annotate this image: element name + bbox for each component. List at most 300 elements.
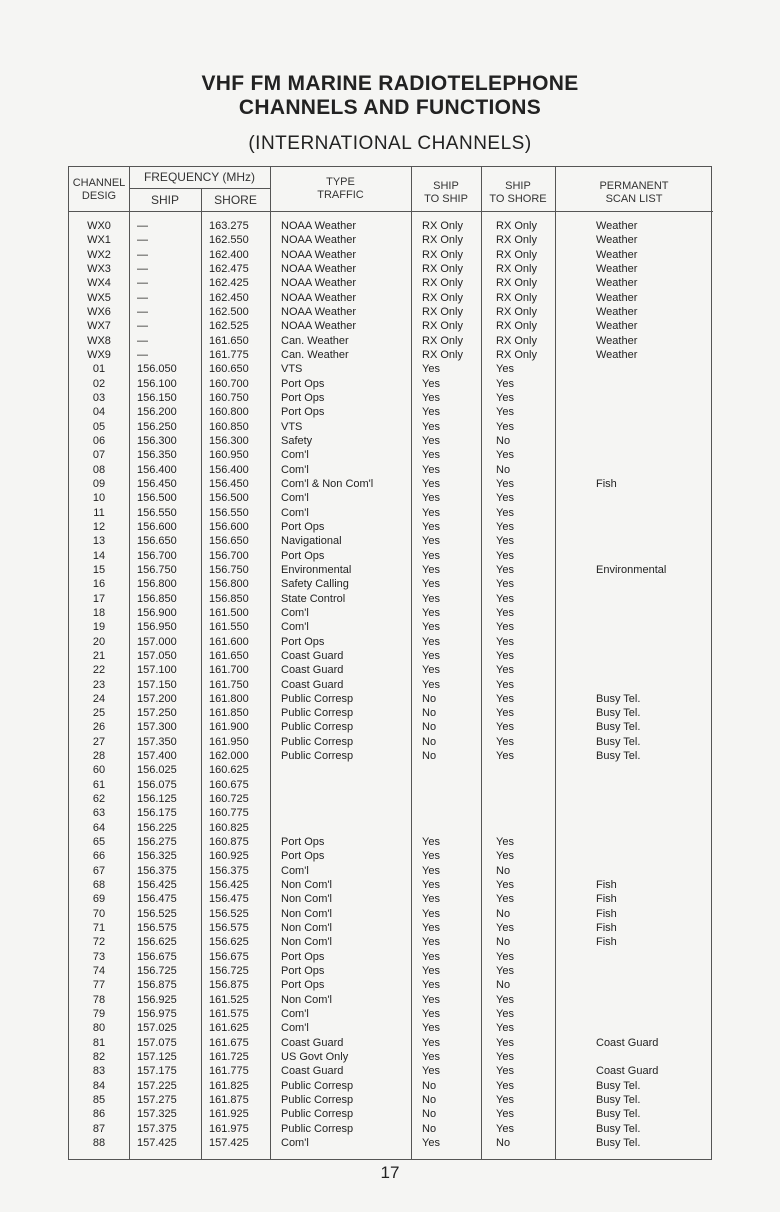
table-row	[69, 477, 713, 491]
shore-freq-cell: 162.500	[209, 305, 249, 318]
traffic-type-cell: Can. Weather	[281, 334, 349, 347]
channel-cell: 21	[92, 649, 106, 662]
scan-list-cell: Weather	[596, 220, 638, 232]
channel-cell: 60	[92, 764, 106, 777]
traffic-type-cell: NOAA Weather	[281, 248, 356, 261]
scan-list-cell: Environmental	[596, 563, 667, 576]
table-row	[69, 592, 713, 606]
ship-freq-cell: 157.200	[137, 692, 177, 705]
traffic-type-cell: Com'l	[281, 606, 309, 619]
ship-freq-cell: 156.875	[137, 979, 177, 992]
traffic-type-cell: Port Ops	[281, 406, 325, 419]
ship-to-ship-cell: Yes	[422, 1022, 440, 1035]
channel-cell: 12	[92, 520, 106, 533]
table-row	[69, 878, 713, 892]
table-row	[69, 663, 713, 677]
scan-list-cell: Weather	[596, 234, 638, 247]
table-row	[69, 1021, 713, 1035]
channel-cell: 03	[92, 391, 106, 404]
ship-to-ship-cell: Yes	[422, 979, 440, 992]
table-row	[69, 821, 713, 835]
ship-to-ship-cell: Yes	[422, 492, 440, 505]
ship-freq-cell: —	[137, 262, 148, 275]
table-row	[69, 348, 713, 362]
ship-to-ship-cell: No	[422, 1094, 437, 1107]
ship-freq-cell: 156.425	[137, 879, 177, 892]
table-row	[69, 935, 713, 949]
shore-freq-cell: 161.625	[209, 1022, 249, 1035]
ship-freq-cell: 156.175	[137, 807, 177, 820]
table-row	[69, 262, 713, 276]
traffic-type-cell: Com'l	[281, 1137, 309, 1149]
ship-to-ship-cell: Yes	[422, 477, 440, 490]
shore-freq-cell: 156.300	[209, 434, 249, 447]
ship-to-shore-cell: RX Only	[496, 305, 537, 318]
scan-list-cell: Busy Tel.	[596, 1137, 641, 1149]
ship-freq-cell: 157.425	[137, 1137, 177, 1149]
channel-cell: 63	[92, 807, 106, 820]
shore-freq-cell: 161.725	[209, 1051, 249, 1064]
shore-freq-cell: 162.550	[209, 234, 249, 247]
shore-freq-cell: 156.475	[209, 893, 249, 906]
ship-to-shore-cell: RX Only	[496, 234, 537, 247]
ship-to-shore-cell: Yes	[496, 1094, 514, 1107]
shore-freq-cell: 156.525	[209, 907, 249, 920]
channel-cell: 23	[92, 678, 106, 691]
ship-freq-cell: 157.175	[137, 1065, 177, 1078]
scan-list-cell: Weather	[596, 320, 638, 333]
ship-freq-cell: 156.125	[137, 793, 177, 806]
table-row	[69, 291, 713, 305]
ship-to-shore-cell: Yes	[496, 922, 514, 935]
scan-list-cell: Coast Guard	[596, 1036, 659, 1049]
channel-cell: 09	[92, 477, 106, 490]
page-title-line2: CHANNELS AND FUNCTIONS	[238, 96, 542, 119]
shore-freq-cell: 156.450	[209, 477, 249, 490]
ship-to-ship-cell: Yes	[422, 850, 440, 863]
ship-to-ship-cell: Yes	[422, 836, 440, 849]
shore-freq-cell: 160.925	[209, 850, 249, 863]
channel-cell: 87	[92, 1122, 106, 1135]
ship-to-shore-cell: Yes	[496, 606, 514, 619]
table-row	[69, 1136, 713, 1150]
traffic-type-cell: Coast Guard	[281, 1065, 344, 1078]
shore-freq-cell: 161.650	[209, 334, 249, 347]
table-row	[69, 491, 713, 505]
table-row	[69, 276, 713, 290]
ship-freq-cell: 156.725	[137, 965, 177, 978]
table-row	[69, 319, 713, 333]
ship-freq-cell: 156.400	[137, 463, 177, 476]
table-row	[69, 735, 713, 749]
ship-to-shore-cell: Yes	[496, 1108, 514, 1121]
table-row	[69, 964, 713, 978]
traffic-type-cell: Com'l	[281, 463, 309, 476]
channel-cell: 83	[92, 1065, 106, 1078]
ship-freq-cell: —	[137, 277, 148, 290]
shore-freq-cell: 160.800	[209, 406, 249, 419]
channel-cell: WX8	[87, 334, 111, 347]
scan-list-cell: Fish	[596, 907, 617, 920]
shore-freq-cell: 156.875	[209, 979, 249, 992]
shore-freq-cell: 160.650	[209, 363, 249, 376]
channel-cell: 82	[92, 1051, 106, 1064]
ship-to-ship-cell: No	[422, 750, 437, 763]
traffic-type-cell: Public Corresp	[281, 1079, 354, 1092]
ship-to-ship-cell: Yes	[422, 864, 440, 877]
table-row	[69, 377, 713, 391]
table-row	[69, 993, 713, 1007]
channel-cell: 02	[92, 377, 106, 390]
ship-to-shore-cell: Yes	[496, 750, 514, 763]
channel-cell: WX5	[87, 291, 111, 304]
traffic-type-cell: Port Ops	[281, 391, 325, 404]
channel-cell: 14	[92, 549, 106, 562]
ship-to-ship-cell: Yes	[422, 592, 440, 605]
ship-to-ship-cell: RX Only	[422, 277, 463, 290]
ship-to-ship-cell: Yes	[422, 1137, 440, 1149]
table-row	[69, 577, 713, 591]
ship-to-shore-cell: Yes	[496, 664, 514, 677]
ship-freq-cell: 157.300	[137, 721, 177, 734]
ship-to-shore-cell: Yes	[496, 850, 514, 863]
ship-freq-cell: 156.050	[137, 363, 177, 376]
ship-to-shore-cell: Yes	[496, 563, 514, 576]
table-row	[69, 362, 713, 376]
table-row	[69, 792, 713, 806]
ship-to-ship-cell: Yes	[422, 635, 440, 648]
channel-cell: 77	[92, 979, 106, 992]
ship-to-ship-cell: RX Only	[422, 262, 463, 275]
traffic-type-cell: VTS	[281, 420, 303, 433]
ship-to-shore-cell: RX Only	[496, 320, 537, 333]
ship-freq-cell: 156.075	[137, 778, 177, 791]
ship-to-ship-cell: Yes	[422, 664, 440, 677]
table-row	[69, 678, 713, 692]
ship-to-shore-cell: Yes	[496, 592, 514, 605]
channel-cell: 71	[92, 922, 106, 935]
table-row	[69, 835, 713, 849]
table-row	[69, 534, 713, 548]
ship-to-shore-cell: Yes	[496, 993, 514, 1006]
channel-cell: 11	[93, 506, 105, 519]
shore-freq-cell: 156.625	[209, 936, 249, 949]
traffic-type-cell: Non Com'l	[281, 907, 333, 920]
ship-to-shore-cell: Yes	[496, 1079, 514, 1092]
table-row	[69, 649, 713, 663]
ship-to-shore-cell: Yes	[496, 506, 514, 519]
ship-to-ship-cell: Yes	[422, 363, 440, 376]
ship-freq-cell: 156.250	[137, 420, 177, 433]
traffic-type-cell: Coast Guard	[281, 1036, 344, 1049]
header-ship-to-ship: SHIP TO SHIP	[424, 180, 468, 205]
ship-to-shore-cell: Yes	[496, 1022, 514, 1035]
channel-cell: WX7	[87, 320, 111, 333]
table-row	[69, 864, 713, 878]
scan-list-cell: Busy Tel.	[596, 1122, 641, 1135]
ship-freq-cell: —	[137, 291, 148, 304]
traffic-type-cell: Non Com'l	[281, 993, 333, 1006]
ship-to-ship-cell: Yes	[422, 420, 440, 433]
shore-freq-cell: 161.775	[209, 348, 249, 361]
table-row	[69, 448, 713, 462]
ship-to-ship-cell: Yes	[422, 1036, 440, 1049]
table-row	[69, 334, 713, 348]
table-row	[69, 806, 713, 820]
traffic-type-cell: Can. Weather	[281, 348, 349, 361]
channel-cell: 62	[92, 793, 106, 806]
channel-cell: 79	[92, 1008, 106, 1021]
ship-freq-cell: —	[137, 334, 148, 347]
scan-list-cell: Busy Tel.	[596, 721, 641, 734]
table-row	[69, 1036, 713, 1050]
ship-to-ship-cell: Yes	[422, 649, 440, 662]
scan-list-cell: Weather	[596, 305, 638, 318]
header-ship-to-shore: SHIP TO SHORE	[489, 180, 547, 205]
header-frequency: FREQUENCY (MHz)	[143, 170, 256, 184]
ship-freq-cell: —	[137, 305, 148, 318]
ship-to-shore-cell: Yes	[496, 735, 514, 748]
table-row	[69, 692, 713, 706]
shore-freq-cell: 161.875	[209, 1094, 249, 1107]
shore-freq-cell: 161.750	[209, 678, 249, 691]
scan-list-cell: Coast Guard	[596, 1065, 659, 1078]
channel-cell: 28	[92, 750, 106, 763]
channel-cell: 67	[92, 864, 106, 877]
header-divider	[69, 211, 713, 212]
traffic-type-cell: Com'l	[281, 621, 309, 634]
scan-list-cell: Weather	[596, 262, 638, 275]
shore-freq-cell: 160.625	[209, 764, 249, 777]
scan-list-cell: Weather	[596, 277, 638, 290]
channel-cell: 78	[92, 993, 106, 1006]
shore-freq-cell: 156.650	[209, 535, 249, 548]
ship-to-shore-cell: Yes	[496, 950, 514, 963]
ship-to-shore-cell: Yes	[496, 477, 514, 490]
traffic-type-cell: Public Corresp	[281, 721, 354, 734]
shore-freq-cell: 161.900	[209, 721, 249, 734]
ship-freq-cell: 156.325	[137, 850, 177, 863]
ship-to-shore-cell: Yes	[496, 363, 514, 376]
shore-freq-cell: 161.925	[209, 1108, 249, 1121]
ship-to-ship-cell: No	[422, 1079, 437, 1092]
ship-to-shore-cell: Yes	[496, 721, 514, 734]
ship-to-ship-cell: Yes	[422, 678, 440, 691]
ship-to-ship-cell: Yes	[422, 449, 440, 462]
ship-to-shore-cell: Yes	[496, 621, 514, 634]
channel-cell: 17	[92, 592, 106, 605]
traffic-type-cell: NOAA Weather	[281, 305, 356, 318]
table-row	[69, 1122, 713, 1136]
shore-freq-cell: 161.550	[209, 621, 249, 634]
ship-freq-cell: 156.200	[137, 406, 177, 419]
ship-to-shore-cell: Yes	[496, 678, 514, 691]
ship-freq-cell: 157.000	[137, 635, 177, 648]
table-row	[69, 778, 713, 792]
channel-cell: 06	[92, 434, 106, 447]
traffic-type-cell: Com'l & Non Com'l	[281, 477, 374, 490]
channel-cell: 65	[92, 836, 106, 849]
shore-freq-cell: 156.700	[209, 549, 249, 562]
ship-to-shore-cell: No	[496, 463, 511, 476]
ship-to-shore-cell: RX Only	[496, 334, 537, 347]
traffic-type-cell: Port Ops	[281, 979, 325, 992]
table-row	[69, 549, 713, 563]
shore-freq-cell: 160.700	[209, 377, 249, 390]
shore-freq-cell: 160.775	[209, 807, 249, 820]
table-row	[69, 1050, 713, 1064]
ship-to-ship-cell: RX Only	[422, 291, 463, 304]
ship-freq-cell: 156.025	[137, 764, 177, 777]
traffic-type-cell: Public Corresp	[281, 750, 354, 763]
traffic-type-cell: Public Corresp	[281, 1108, 354, 1121]
channel-cell: 85	[92, 1094, 106, 1107]
channel-cell: 10	[92, 492, 106, 505]
channel-cell: 70	[92, 907, 106, 920]
shore-freq-cell: 156.800	[209, 578, 249, 591]
ship-freq-cell: 156.150	[137, 391, 177, 404]
channel-cell: 07	[92, 449, 106, 462]
shore-freq-cell: 160.750	[209, 391, 249, 404]
shore-freq-cell: 160.825	[209, 821, 249, 834]
scan-list-cell: Fish	[596, 936, 617, 949]
ship-to-ship-cell: No	[422, 1108, 437, 1121]
traffic-type-cell: NOAA Weather	[281, 291, 356, 304]
ship-to-shore-cell: Yes	[496, 1008, 514, 1021]
traffic-type-cell: Port Ops	[281, 850, 325, 863]
table-row	[69, 233, 713, 247]
traffic-type-cell: Com'l	[281, 1022, 309, 1035]
channel-cell: 68	[92, 879, 106, 892]
shore-freq-cell: 156.850	[209, 592, 249, 605]
traffic-type-cell: NOAA Weather	[281, 277, 356, 290]
ship-to-shore-cell: Yes	[496, 1036, 514, 1049]
table-row	[69, 978, 713, 992]
ship-to-ship-cell: Yes	[422, 406, 440, 419]
ship-to-shore-cell: Yes	[496, 449, 514, 462]
traffic-type-cell: NOAA Weather	[281, 234, 356, 247]
shore-freq-cell: 161.700	[209, 664, 249, 677]
ship-freq-cell: 157.150	[137, 678, 177, 691]
shore-freq-cell: 156.550	[209, 506, 249, 519]
header-scan-list: PERMANENT SCAN LIST	[599, 180, 669, 205]
shore-freq-cell: 160.950	[209, 449, 249, 462]
ship-to-shore-cell: Yes	[496, 391, 514, 404]
ship-to-ship-cell: Yes	[422, 1051, 440, 1064]
ship-to-ship-cell: Yes	[422, 893, 440, 906]
ship-to-shore-cell: Yes	[496, 879, 514, 892]
shore-freq-cell: 161.600	[209, 635, 249, 648]
channel-cell: 13	[92, 535, 106, 548]
ship-to-shore-cell: RX Only	[496, 262, 537, 275]
ship-to-ship-cell: Yes	[422, 879, 440, 892]
shore-freq-cell: 161.975	[209, 1122, 249, 1135]
page-number: 17	[380, 1163, 400, 1182]
ship-to-ship-cell: Yes	[422, 965, 440, 978]
ship-to-ship-cell: Yes	[422, 606, 440, 619]
ship-freq-cell: 157.050	[137, 649, 177, 662]
ship-to-shore-cell: Yes	[496, 520, 514, 533]
shore-freq-cell: 157.425	[209, 1137, 249, 1149]
shore-freq-cell: 156.675	[209, 950, 249, 963]
shore-freq-cell: 161.775	[209, 1065, 249, 1078]
channel-cell: 61	[92, 778, 106, 791]
ship-freq-cell: 157.250	[137, 707, 177, 720]
ship-freq-cell: 157.025	[137, 1022, 177, 1035]
channel-cell: 66	[92, 850, 106, 863]
table-row	[69, 907, 713, 921]
channel-cell: WX1	[87, 234, 111, 247]
ship-to-shore-cell: Yes	[496, 893, 514, 906]
shore-freq-cell: 161.950	[209, 735, 249, 748]
traffic-type-cell: Coast Guard	[281, 678, 344, 691]
channel-cell: 24	[92, 692, 106, 705]
scan-list-cell: Fish	[596, 477, 617, 490]
channel-cell: 08	[92, 463, 106, 476]
traffic-type-cell: Port Ops	[281, 950, 325, 963]
ship-to-ship-cell: Yes	[422, 1008, 440, 1021]
ship-freq-cell: 156.975	[137, 1008, 177, 1021]
table-row	[69, 706, 713, 720]
ship-to-shore-cell: Yes	[496, 1065, 514, 1078]
channel-cell: 04	[92, 406, 106, 419]
traffic-type-cell: Port Ops	[281, 520, 325, 533]
ship-freq-cell: 157.125	[137, 1051, 177, 1064]
scan-list-cell: Fish	[596, 893, 617, 906]
ship-to-shore-cell: Yes	[496, 492, 514, 505]
shore-freq-cell: 160.725	[209, 793, 249, 806]
ship-to-ship-cell: Yes	[422, 621, 440, 634]
ship-to-shore-cell: RX Only	[496, 248, 537, 261]
shore-freq-cell: 160.675	[209, 778, 249, 791]
ship-freq-cell: 157.325	[137, 1108, 177, 1121]
ship-freq-cell: 157.400	[137, 750, 177, 763]
ship-freq-cell: 156.375	[137, 864, 177, 877]
scan-list-cell: Busy Tel.	[596, 1108, 641, 1121]
ship-freq-cell: 156.650	[137, 535, 177, 548]
table-row	[69, 563, 713, 577]
shore-freq-cell: 162.475	[209, 262, 249, 275]
traffic-type-cell: Navigational	[281, 535, 342, 548]
ship-to-ship-cell: RX Only	[422, 220, 463, 232]
traffic-type-cell: Non Com'l	[281, 893, 333, 906]
table-row	[69, 520, 713, 534]
table-row	[69, 1064, 713, 1078]
traffic-type-cell: Com'l	[281, 1008, 309, 1021]
ship-to-shore-cell: No	[496, 1137, 511, 1149]
ship-freq-cell: 156.950	[137, 621, 177, 634]
ship-to-shore-cell: No	[496, 979, 511, 992]
table-row	[69, 763, 713, 777]
ship-freq-cell: 156.550	[137, 506, 177, 519]
ship-freq-cell: 156.100	[137, 377, 177, 390]
ship-to-shore-cell: Yes	[496, 635, 514, 648]
channel-cell: 72	[92, 936, 106, 949]
ship-freq-cell: —	[137, 220, 148, 232]
ship-to-ship-cell: RX Only	[422, 334, 463, 347]
channel-cell: WX9	[87, 348, 111, 361]
table-row	[69, 635, 713, 649]
ship-freq-cell: 156.600	[137, 520, 177, 533]
ship-freq-cell: 156.925	[137, 993, 177, 1006]
traffic-type-cell: Com'l	[281, 506, 309, 519]
ship-to-ship-cell: Yes	[422, 535, 440, 548]
channel-cell: 16	[92, 578, 106, 591]
ship-freq-cell: 156.800	[137, 578, 177, 591]
ship-freq-cell: 156.350	[137, 449, 177, 462]
traffic-type-cell: Safety Calling	[281, 578, 349, 591]
ship-to-ship-cell: Yes	[422, 549, 440, 562]
